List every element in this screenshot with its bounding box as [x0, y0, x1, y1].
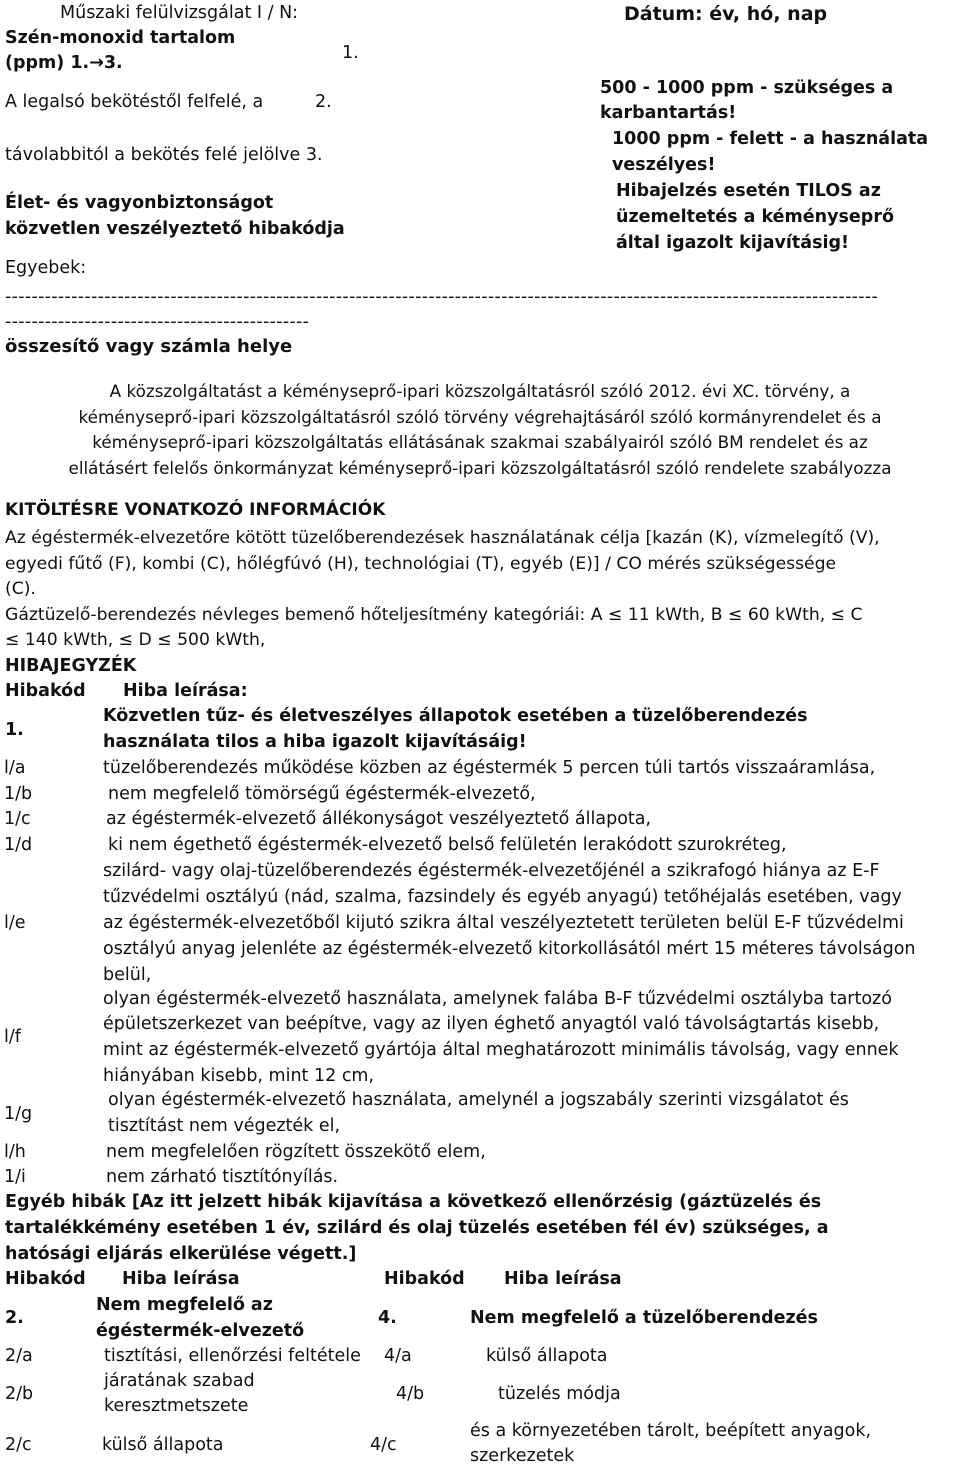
co-range-2-line-2: veszélyes!: [612, 155, 716, 175]
safety-label-2: közvetlen veszélyeztető hibakódja: [5, 219, 345, 239]
co-range-1-line-2: karbantartás!: [600, 103, 737, 123]
law-text: [0, 379, 960, 481]
fault-desc: az égéstermék-elvezetőből kijutó szikra által veszélyeztetett területen belül E-F tűzvédelmi: [103, 913, 904, 933]
law-line: kéményseprő-ipari közszolgáltatásról szóló törvény végrehajtásáról szóló kormányrendelet és a: [78, 406, 882, 427]
fault-code: l/f: [4, 1027, 21, 1047]
fault-desc: mint az égéstermék-elvezető gyártója által meghatározott minimális távolság, vagy ennek: [103, 1040, 899, 1060]
group1-title-line-2: használata tilos a hiba igazolt kijavításáig!: [103, 732, 527, 752]
other-desc-right: külső állapota: [486, 1346, 608, 1366]
group2-title-line-1: Nem megfelelő az: [96, 1295, 273, 1315]
summary-label: összesítő vagy számla helye: [5, 336, 293, 357]
fault-desc: nem megfelelően rögzített összekötő elem,: [106, 1142, 486, 1162]
warning-line-3: által igazolt kijavításig!: [616, 233, 850, 253]
warning-line-2: üzemeltetés a kéményseprő: [616, 207, 894, 227]
info-line: (C).: [5, 579, 36, 599]
fault-code: l/e: [4, 913, 26, 933]
other-faults-title-line-1: Egyéb hibák [Az itt jelzett hibák kijavítása a következő ellenőrzésig (gáztüzelés és: [5, 1192, 822, 1212]
law-line: kéményseprő-ipari közszolgáltatás ellátásának szakmai szabályairól szóló BM rendelet és az: [92, 432, 868, 452]
other-desc-right: szerkezetek: [470, 1446, 575, 1466]
fault-col-code: Hibakód: [5, 681, 86, 701]
order-note-2: távolabbitól a bekötés felé jelölve 3.: [5, 145, 323, 165]
info-line: ≤ 140 kWth, ≤ D ≤ 500 kWth,: [5, 630, 266, 650]
fault-desc: olyan égéstermék-elvezető használata, amelynek falába B-F tűzvédelmi osztályba tartozó: [103, 989, 892, 1009]
info-line: Gáztüzelő-berendezés névleges bemenő hőteljesítmény kategóriái: A ≤ 11 kWth, B ≤ 60 kWth, ≤ C: [5, 604, 863, 625]
group2-code: 2.: [5, 1308, 24, 1328]
info-line: egyedi fűtő (F), kombi (C), hőlégfúvó (H), technológiai (T), egyéb (E)] / CO mérés szükségessége: [5, 553, 837, 574]
group4-title: Nem megfelelő a tüzelőberendezés: [470, 1308, 818, 1328]
order-note-1: A legalsó bekötéstől felfelé, a: [5, 92, 264, 112]
other-code-right: 4/c: [370, 1435, 397, 1455]
group1-code: 1.: [5, 720, 24, 740]
other-desc-left: külső állapota: [102, 1435, 224, 1455]
co-content-label: Szén-monoxid tartalom: [5, 28, 236, 48]
other-faults-title-line-3: hatósági eljárás elkerülése végett.]: [5, 1244, 357, 1264]
fault-desc: tüzelőberendezés működése közben az égéstermék 5 percen túli tartós visszaáramlása,: [103, 758, 876, 778]
fault-code: 1/i: [4, 1167, 26, 1187]
other-code-right: 4/b: [396, 1384, 425, 1404]
info-line: Az égéstermék-elvezetőre kötött tüzelőberendezések használatának célja [kazán (K), vízmelegítő (V),: [5, 528, 880, 548]
other-code-left: 2/c: [5, 1435, 32, 1455]
fault-list-title: HIBAJEGYZÉK: [5, 656, 137, 676]
fault-col-desc: Hiba leírása:: [123, 681, 248, 701]
dash-line-1: ------------------------------------------------------------------------------------------------------------------------------------: [5, 287, 879, 307]
fault-desc: osztályú anyag jelenléte az égéstermék-elvezető kitorkollásától mért 15 méteres távolságon: [103, 939, 916, 959]
co-range-2-line-1: 1000 ppm - felett - a használata: [612, 129, 929, 149]
fault-desc: tűzvédelmi osztályú (nád, szalma, fazsindely és egyéb anyagú) tetőhéjalás esetében, vagy: [103, 887, 902, 907]
other-desc-left: járatának szabad: [104, 1371, 255, 1391]
group4-code: 4.: [378, 1308, 397, 1328]
law-line: ellátásért felelős önkormányzat kéményseprő-ipari közszolgáltatásról szóló rendelete szabályozza: [68, 457, 892, 478]
co-ppm-label: (ppm) 1.→3.: [5, 53, 123, 73]
fault-code: 1/d: [4, 835, 33, 855]
fault-desc: tisztítást nem végezték el,: [108, 1116, 341, 1136]
safety-label-1: Élet- és vagyonbiztonságot: [5, 193, 274, 213]
other-col-desc-left: Hiba leírása: [122, 1269, 240, 1289]
fault-desc: olyan égéstermék-elvezető használata, amelynél a jogszabály szerinti vizsgálatot és: [108, 1090, 849, 1110]
other-desc-right: és a környezetében tárolt, beépített anyagok,: [470, 1421, 872, 1441]
other-col-code-left: Hibakód: [5, 1269, 86, 1289]
other-desc-left: keresztmetszete: [104, 1396, 249, 1416]
fault-code: l/a: [4, 758, 26, 778]
other-label: Egyebek:: [5, 258, 87, 278]
co-slot-2: 2.: [315, 92, 332, 112]
info-text: [5, 526, 960, 654]
group1-title-line-1: Közvetlen tűz- és életveszélyes állapotok esetében a tüzelőberendezés: [103, 706, 808, 726]
fault-desc: szilárd- vagy olaj-tüzelőberendezés égéstermék-elvezetőjénél a szikrafogó hiánya az E-F: [103, 861, 880, 881]
fault-desc: nem zárható tisztítónyílás.: [106, 1167, 339, 1187]
other-col-desc-right: Hiba leírása: [504, 1269, 622, 1289]
fault-code: 1/g: [4, 1104, 33, 1124]
other-code-left: 2/b: [5, 1384, 34, 1404]
date-label: Dátum: év, hó, nap: [624, 3, 828, 25]
co-range-1-line-1: 500 - 1000 ppm - szükséges a: [600, 78, 894, 98]
fault-code: l/h: [4, 1142, 26, 1162]
fault-desc: belül,: [103, 965, 152, 985]
warning-line-1: Hibajelzés esetén TILOS az: [616, 181, 881, 201]
group2-title-line-2: égéstermék-elvezető: [96, 1321, 305, 1341]
other-code-left: 2/a: [5, 1346, 33, 1366]
other-faults-title-line-2: tartalékkémény esetében 1 év, szilárd és olaj tüzelés esetében fél év) szükséges, a: [5, 1218, 829, 1238]
other-col-code-right: Hibakód: [384, 1269, 465, 1289]
fault-desc: épületszerkezet van beépítve, vagy az ilyen éghető anyagtól való távolságtartás kisebb,: [103, 1014, 880, 1034]
other-desc-right: tüzelés módja: [498, 1384, 621, 1404]
fault-desc: hiányában kisebb, mint 12 cm,: [103, 1066, 375, 1086]
fault-code: 1/b: [4, 784, 33, 804]
other-code-right: 4/a: [384, 1346, 412, 1366]
dash-line-2: ----------------------------------------------: [5, 312, 310, 332]
co-slot-1: 1.: [342, 43, 359, 63]
inspection-label: Műszaki felülvizsgálat I / N:: [60, 3, 299, 23]
other-desc-left: tisztítási, ellenőrzési feltétele: [104, 1346, 361, 1366]
fault-code: 1/c: [4, 809, 31, 829]
fault-desc: nem megfelelő tömörségű égéstermék-elvezető,: [108, 784, 536, 804]
fault-desc: az égéstermék-elvezető állékonyságot veszélyeztető állapota,: [106, 809, 652, 829]
fault-desc: ki nem égethető égéstermék-elvezető belső felületén lerakódott szurokréteg,: [108, 835, 787, 855]
law-line: A közszolgáltatást a kéményseprő-ipari közszolgáltatásról szóló 2012. évi XC. törvény, a: [109, 381, 851, 401]
info-title: KITÖLTÉSRE VONATKOZÓ INFORMÁCIÓK: [5, 500, 386, 520]
